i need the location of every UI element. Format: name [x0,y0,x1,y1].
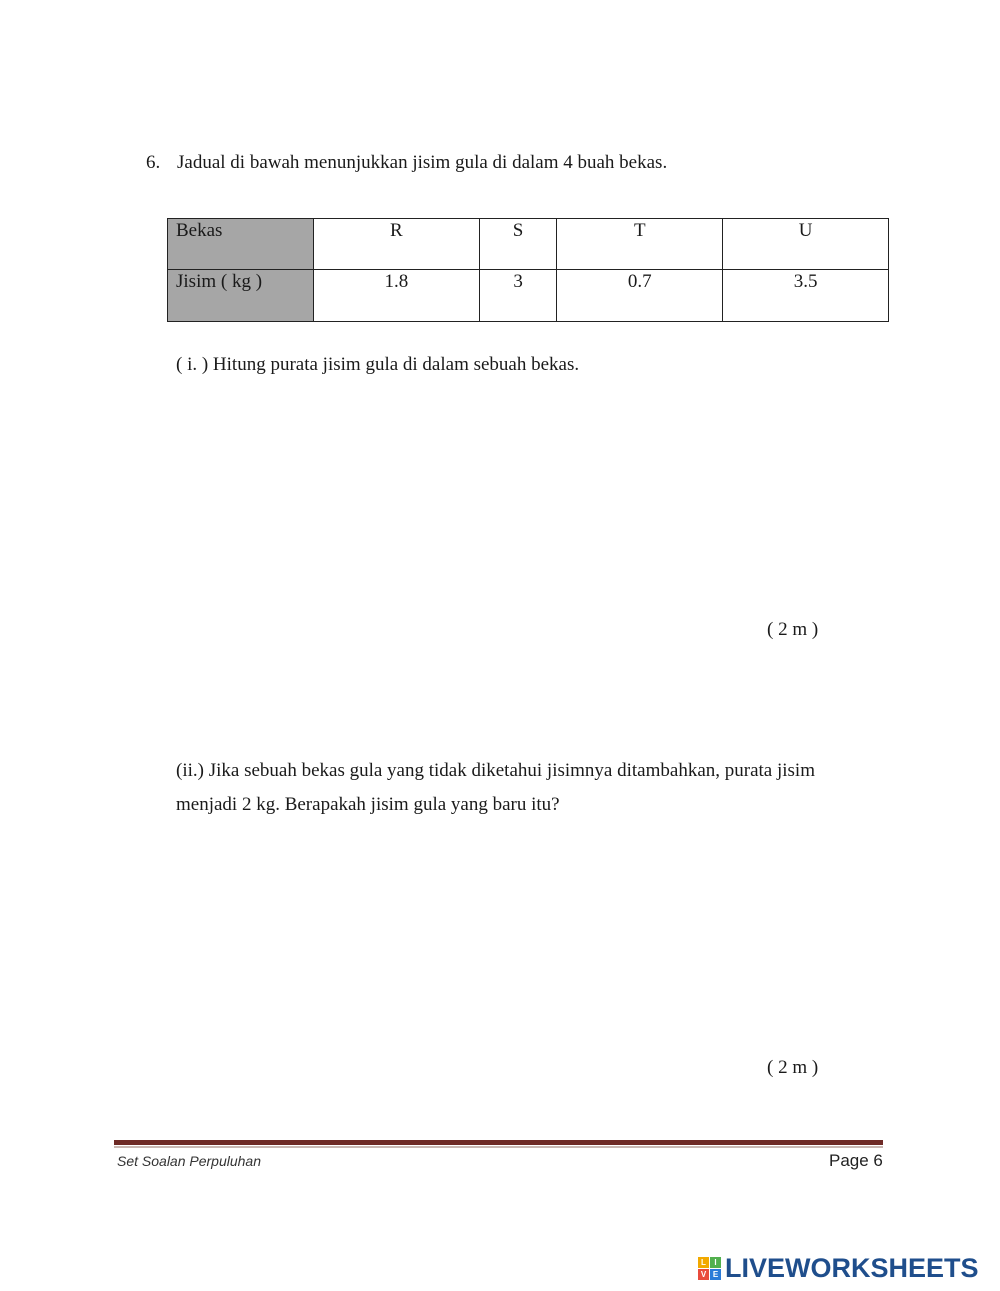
footer-rule-shadow [114,1146,883,1148]
part-ii-line-1: (ii.) Jika sebuah bekas gula yang tidak diketahui jisimnya ditambahkan, purata jisim [176,760,815,781]
part-ii-marks: ( 2 m ) [767,1057,819,1078]
page-number: Page 6 [829,1151,883,1170]
logo-tile: E [710,1269,721,1280]
question-text: Jadual di bawah menunjukkan jisim gula di dalam 4 buah bekas. [177,152,668,173]
table-cell: U [723,219,889,270]
liveworksheets-wordmark: LIVEWORKSHEETS [725,1253,979,1283]
logo-tile: V [698,1269,709,1280]
logo-tile: L [698,1257,709,1268]
table-cell: 0.7 [557,270,723,322]
part-i-marks: ( 2 m ) [767,619,819,640]
part-ii-line-2: menjadi 2 kg. Berapakah jisim gula yang baru itu? [176,794,560,815]
table-cell: 3 [479,270,557,322]
data-table [167,218,889,322]
table-cell: Jisim ( kg ) [168,270,314,322]
liveworksheets-brand [698,1253,979,1284]
liveworksheets-logo-icon [698,1257,721,1280]
table-cell: 1.8 [314,270,480,322]
question-number: 6. [146,152,161,173]
logo-tile: I [710,1257,721,1268]
footer-title: Set Soalan Perpuluhan [117,1153,261,1169]
table-cell: R [314,219,480,270]
table-cell: Bekas [168,219,314,270]
table-row [168,270,889,322]
table-cell: 3.5 [723,270,889,322]
part-ii-question [176,754,876,822]
footer-rule [114,1140,883,1145]
table-cell: S [479,219,557,270]
table-cell: T [557,219,723,270]
part-i-question: ( i. ) Hitung purata jisim gula di dalam sebuah bekas. [176,354,580,375]
table-row [168,219,889,270]
